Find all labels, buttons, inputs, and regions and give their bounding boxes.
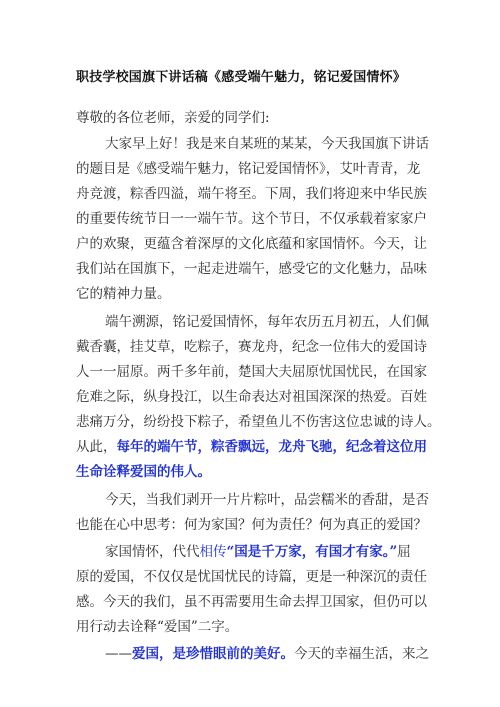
p4-line-2: 原的爱国，不仅仅是忧国忧民的诗篇，更是一种深沉的责任	[76, 569, 427, 585]
p4-line-1	[105, 540, 411, 560]
p2-line-6	[76, 435, 427, 455]
p2-line-1: 端午溯源，铭记爱国情怀，每年农历五月初五，人们佩	[105, 314, 429, 330]
p1-line-3: 舟竞渡，粽香四溢，端午将至。下周，我们将迎来中华民族	[76, 186, 427, 202]
p2-line-3: 人一一屈原。两千多年前，楚国大夫屈原忧国忧民，在国家	[76, 364, 427, 380]
p4-line-4: 用行动去诠释“爱国”二字。	[76, 619, 239, 635]
p4-line-1-plain: 家国情怀，代代	[105, 544, 200, 560]
p2-line-6-plain: 从此，	[76, 439, 117, 455]
p2-line-2: 戴香囊，挂艾草，吃粽子，赛龙舟，纪念一位伟大的爱国诗	[76, 339, 427, 355]
p2-line-7-highlight: 生命诠释爱国的伟人。	[76, 464, 211, 480]
p1-line-7: 它的精神力量。	[76, 286, 171, 302]
p4-line-1-end: 屈	[397, 544, 411, 560]
p1-line-1: 大家早上好！我是来自某班的某某，今天我国旗下讲话	[105, 136, 429, 152]
p4-line-1-blue-thin: 相传	[199, 544, 227, 560]
p4-line-1-highlight: “国是千万家，有国才有家。”	[226, 544, 398, 560]
p1-line-5: 户的欢聚，更蕴含着深厚的文化底蕴和家国情怀。今天，让	[76, 236, 427, 252]
p3-line-1: 今天，当我们剥开一片片粽叶，品尝糯米的香甜，是否	[105, 492, 429, 508]
greeting: 尊敬的各位老师，亲爱的同学们:	[76, 110, 270, 126]
p5-line-1-end: 今天的幸福生活，来之	[294, 646, 429, 662]
p1-line-4: 的重要传统节日一一端午节。这个节日，不仅承载着家家户	[76, 211, 427, 227]
p3-line-2: 也能在心中思考：何为家国？何为责任？何为真正的爱国？	[76, 517, 427, 533]
p2-line-4: 危难之际，纵身投江，以生命表达对祖国深深的热爱。百姓	[76, 389, 427, 405]
p5-line-1	[105, 642, 429, 662]
p5-line-1-highlight: 爱国，是珍惜眼前的美好。	[132, 646, 294, 662]
p2-line-6-highlight: 每年的端午节，粽香飘远，龙舟飞驰，纪念着这位用	[116, 439, 427, 455]
p2-line-5: 悲痛万分，纷纷投下粽子，希望鱼儿不伤害这位忠诚的诗人。	[76, 414, 441, 430]
p5-line-1-dash: ——	[105, 646, 132, 662]
document-title: 职技学校国旗下讲话稿《感受端午魅力，铭记爱国情怀》	[76, 70, 407, 85]
p1-line-6: 我们站在国旗下，一起走进端午，感受它的文化魅力，品味	[76, 261, 427, 277]
p1-line-2: 的题目是《感受端午魅力，铭记爱国情怀》，艾叶青青，龙	[76, 161, 421, 177]
p4-line-3: 感。今天的我们，虽不再需要用生命去捍卫国家，但仍可以	[76, 594, 427, 610]
